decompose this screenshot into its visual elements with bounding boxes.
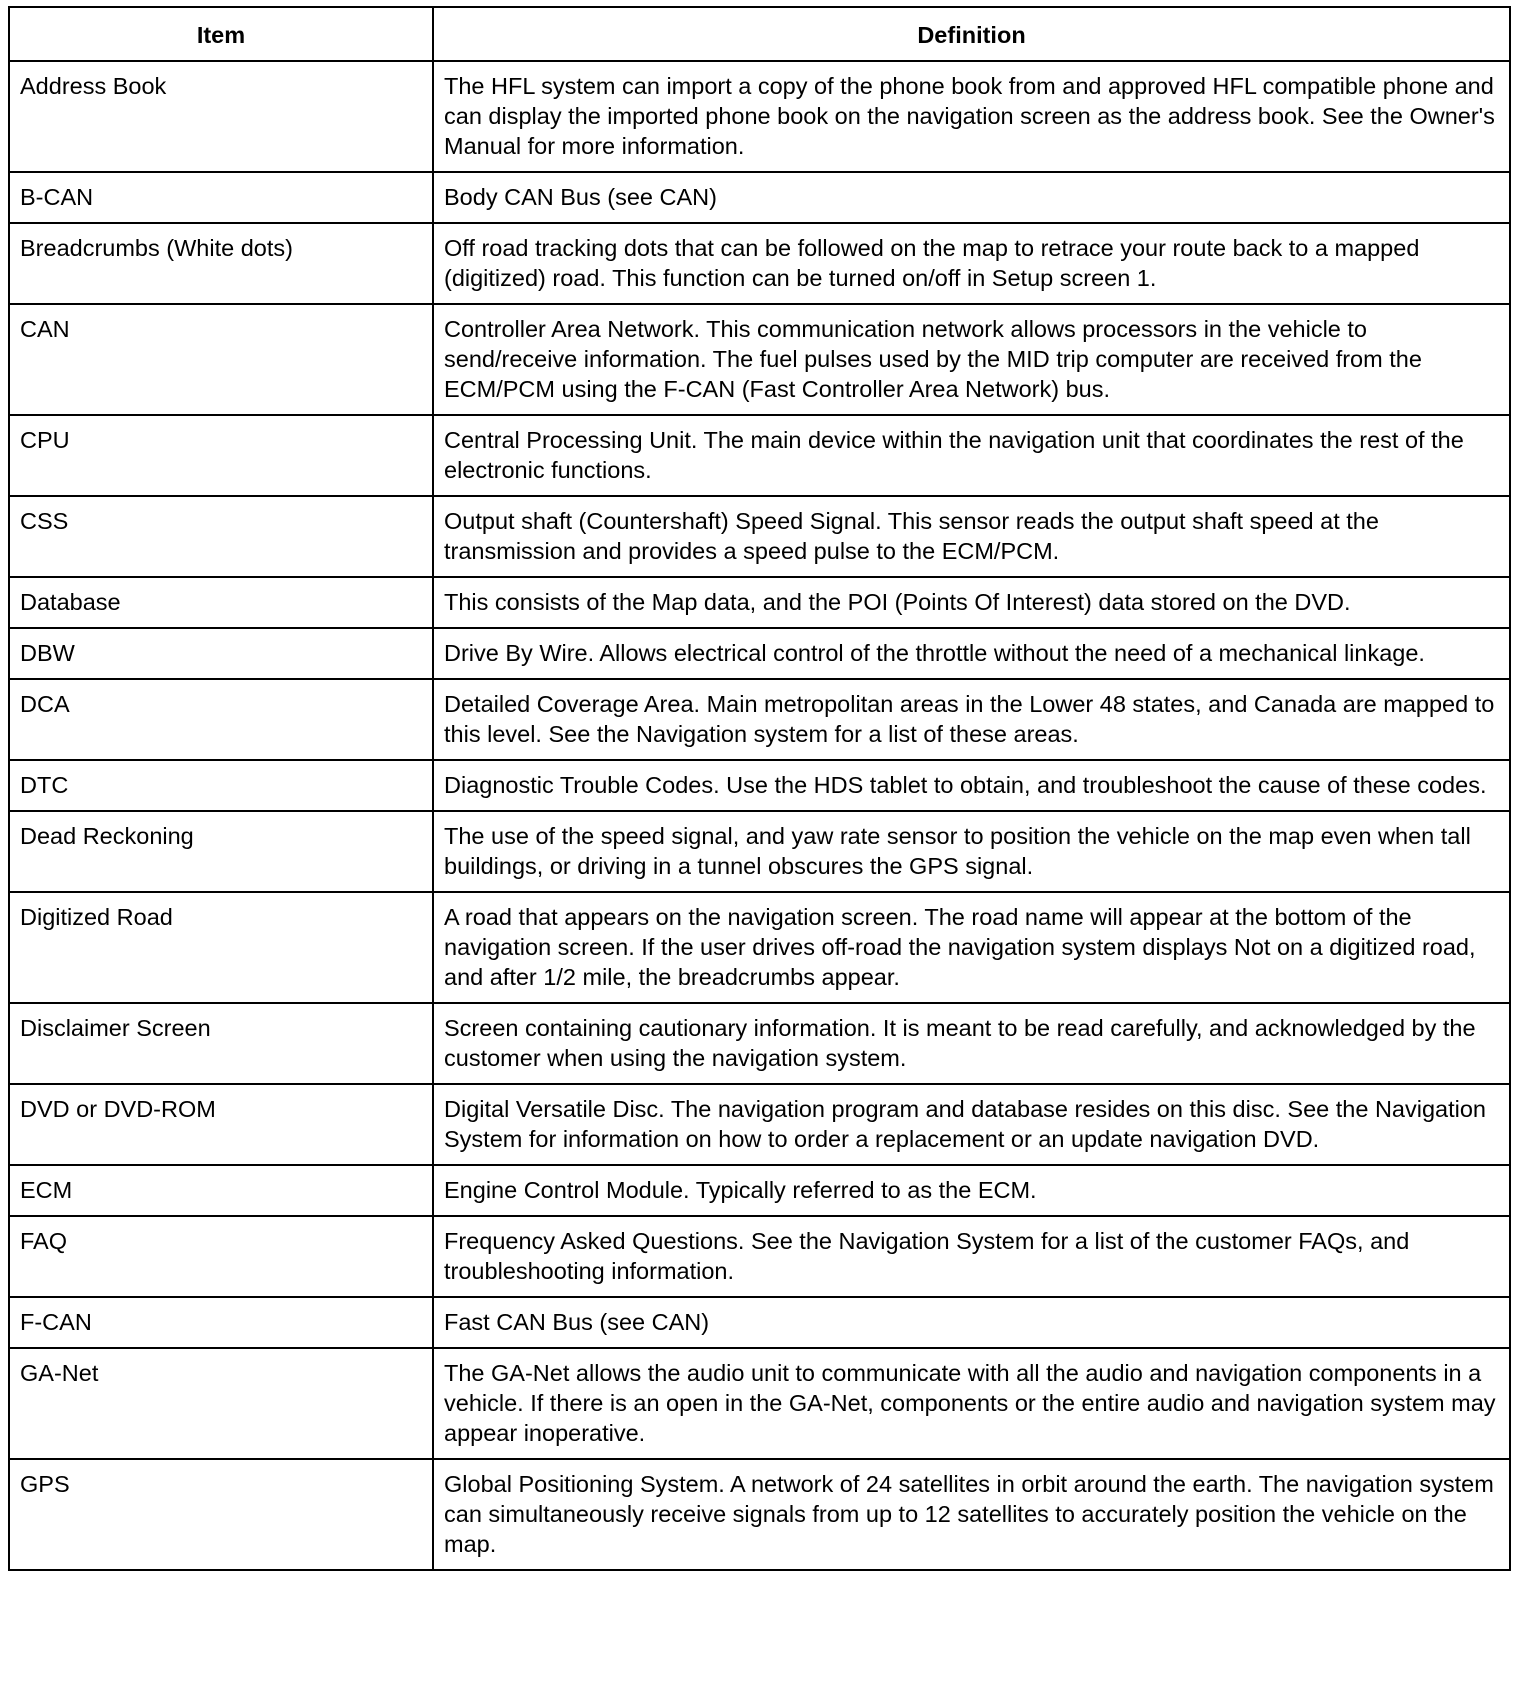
table-row (9, 304, 1510, 415)
table-row (9, 892, 1510, 1003)
item-cell: Digitized Road (9, 892, 433, 1003)
item-cell: Database (9, 577, 433, 628)
glossary-body (9, 61, 1510, 1570)
item-cell: CAN (9, 304, 433, 415)
item-cell: FAQ (9, 1216, 433, 1297)
item-cell: CPU (9, 415, 433, 496)
table-row (9, 1297, 1510, 1348)
item-cell: CSS (9, 496, 433, 577)
definition-cell: The HFL system can import a copy of the phone book from and approved HFL compatible phone and can display the imported phone book on the navigation screen as the address book. See the Owner's Manual for more information. (433, 61, 1510, 172)
definition-cell: A road that appears on the navigation screen. The road name will appear at the bottom of the navigation screen. If the user drives off-road the navigation system displays Not on a digitized road, and after 1/2 mile, the breadcrumbs appear. (433, 892, 1510, 1003)
table-row (9, 760, 1510, 811)
item-cell: Disclaimer Screen (9, 1003, 433, 1084)
item-cell: DVD or DVD-ROM (9, 1084, 433, 1165)
table-row (9, 577, 1510, 628)
item-column-header: Item (9, 7, 433, 61)
definition-cell: The GA-Net allows the audio unit to communicate with all the audio and navigation components in a vehicle. If there is an open in the GA-Net, components or the entire audio and navigation system may appear inoperative. (433, 1348, 1510, 1459)
table-row (9, 811, 1510, 892)
definition-cell: Central Processing Unit. The main device within the navigation unit that coordinates the rest of the electronic functions. (433, 415, 1510, 496)
table-row (9, 1003, 1510, 1084)
item-cell: DTC (9, 760, 433, 811)
item-cell: Dead Reckoning (9, 811, 433, 892)
glossary-table (8, 6, 1511, 1571)
definition-cell: Digital Versatile Disc. The navigation program and database resides on this disc. See the Navigation System for information on how to order a replacement or an update navigation DVD. (433, 1084, 1510, 1165)
table-row (9, 496, 1510, 577)
item-cell: F-CAN (9, 1297, 433, 1348)
definition-cell: Off road tracking dots that can be followed on the map to retrace your route back to a mapped (digitized) road. This function can be turned on/off in Setup screen 1. (433, 223, 1510, 304)
definition-cell: Frequency Asked Questions. See the Navigation System for a list of the customer FAQs, and troubleshooting information. (433, 1216, 1510, 1297)
table-row (9, 1216, 1510, 1297)
definition-cell: Body CAN Bus (see CAN) (433, 172, 1510, 223)
definition-cell: Global Positioning System. A network of 24 satellites in orbit around the earth. The navigation system can simultaneously receive signals from up to 12 satellites to accurately position the vehicle on the map. (433, 1459, 1510, 1570)
item-cell: ECM (9, 1165, 433, 1216)
definition-column-header: Definition (433, 7, 1510, 61)
table-row (9, 628, 1510, 679)
item-cell: B-CAN (9, 172, 433, 223)
item-cell: Breadcrumbs (White dots) (9, 223, 433, 304)
item-cell: GA-Net (9, 1348, 433, 1459)
item-cell: GPS (9, 1459, 433, 1570)
definition-cell: Fast CAN Bus (see CAN) (433, 1297, 1510, 1348)
definition-cell: Drive By Wire. Allows electrical control of the throttle without the need of a mechanical linkage. (433, 628, 1510, 679)
definition-cell: Diagnostic Trouble Codes. Use the HDS tablet to obtain, and troubleshoot the cause of these codes. (433, 760, 1510, 811)
table-row (9, 679, 1510, 760)
definition-cell: Controller Area Network. This communication network allows processors in the vehicle to send/receive information. The fuel pulses used by the MID trip computer are received from the ECM/PCM using the F-CAN (Fast Controller Area Network) bus. (433, 304, 1510, 415)
item-cell: Address Book (9, 61, 433, 172)
table-row (9, 172, 1510, 223)
item-cell: DBW (9, 628, 433, 679)
definition-cell: Screen containing cautionary information. It is meant to be read carefully, and acknowledged by the customer when using the navigation system. (433, 1003, 1510, 1084)
definition-cell: Engine Control Module. Typically referred to as the ECM. (433, 1165, 1510, 1216)
table-row (9, 415, 1510, 496)
header-row (9, 7, 1510, 61)
table-row (9, 61, 1510, 172)
table-row (9, 1165, 1510, 1216)
table-row (9, 1459, 1510, 1570)
table-row (9, 1348, 1510, 1459)
definition-cell: This consists of the Map data, and the POI (Points Of Interest) data stored on the DVD. (433, 577, 1510, 628)
definition-cell: Output shaft (Countershaft) Speed Signal. This sensor reads the output shaft speed at the transmission and provides a speed pulse to the ECM/PCM. (433, 496, 1510, 577)
item-cell: DCA (9, 679, 433, 760)
table-row (9, 223, 1510, 304)
table-row (9, 1084, 1510, 1165)
definition-cell: Detailed Coverage Area. Main metropolitan areas in the Lower 48 states, and Canada are mapped to this level. See the Navigation system for a list of these areas. (433, 679, 1510, 760)
definition-cell: The use of the speed signal, and yaw rate sensor to position the vehicle on the map even when tall buildings, or driving in a tunnel obscures the GPS signal. (433, 811, 1510, 892)
